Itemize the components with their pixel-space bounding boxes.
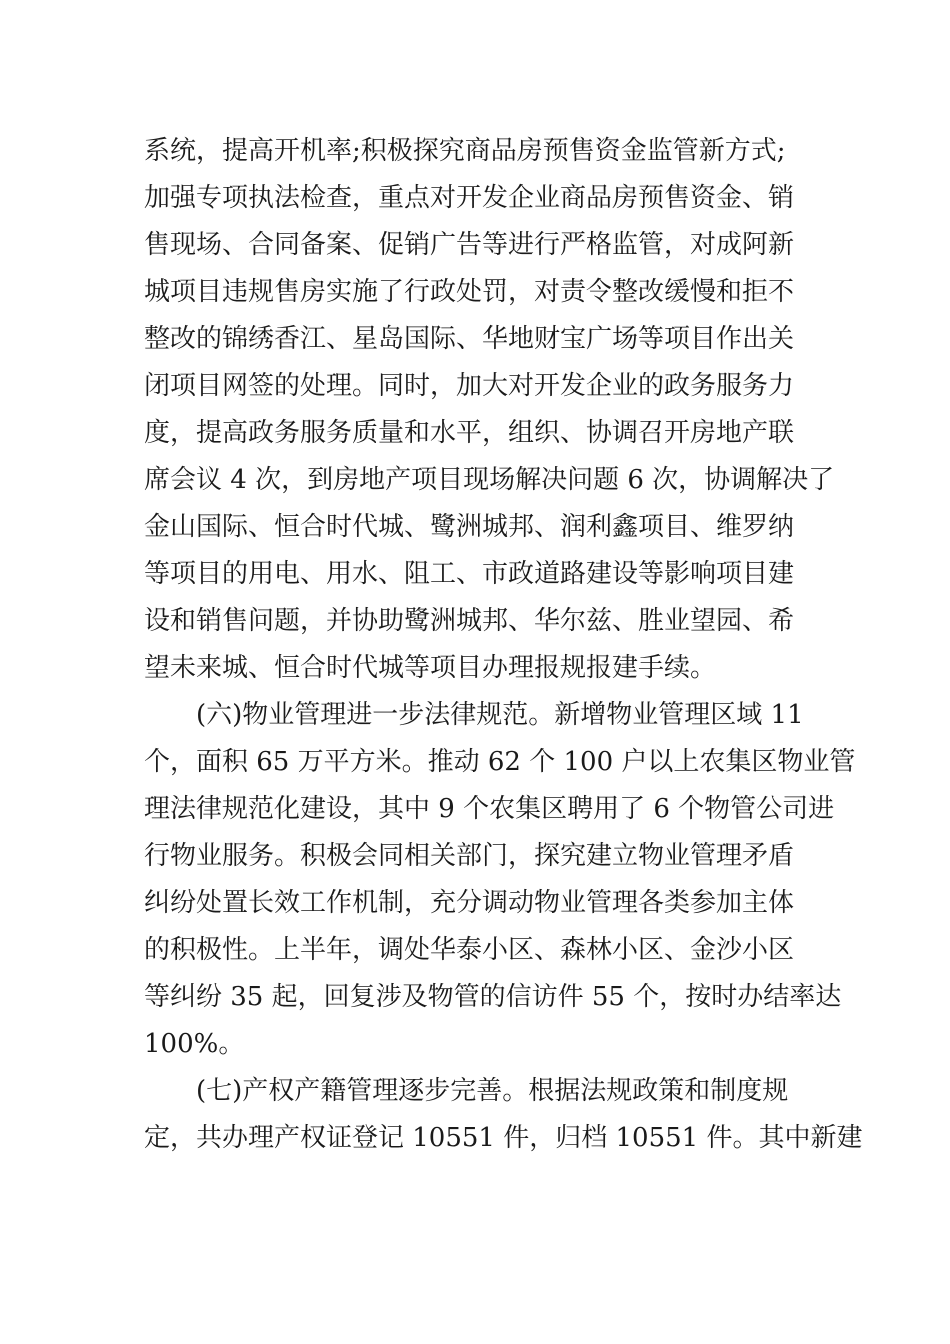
text-line: 金山国际、恒合时代城、鹭洲城邦、润利鑫项目、维罗纳 xyxy=(144,512,795,542)
text-line: 望未来城、恒合时代城等项目办理报规报建手续。 xyxy=(144,653,717,683)
text-line: 个，面积 65 万平方米。推动 62 个 100 户以上农集区物业管 xyxy=(144,747,856,777)
text-line: 售现场、合同备案、促销广告等进行严格监管，对成阿新 xyxy=(144,230,795,260)
text-line: 定，共办理产权证登记 10551 件，归档 10551 件。其中新建 xyxy=(144,1123,863,1153)
text-line: 等纠纷 35 起，回复涉及物管的信访件 55 个，按时办结率达 xyxy=(144,982,842,1012)
text-line: 席会议 4 次，到房地产项目现场解决问题 6 次，协调解决了 xyxy=(144,465,835,495)
text-line: 设和销售问题，并协助鹭洲城邦、华尔兹、胜业望园、希 xyxy=(144,606,795,636)
text-line: 的积极性。上半年，调处华泰小区、森林小区、金沙小区 xyxy=(144,935,795,965)
text-line: 100%。 xyxy=(144,1029,245,1059)
text-line: 整改的锦绣香江、星岛国际、华地财宝广场等项目作出关 xyxy=(144,324,795,354)
text-line: 度，提高政务服务质量和水平，组织、协调召开房地产联 xyxy=(144,418,795,448)
text-line: 等项目的用电、用水、阻工、市政道路建设等影响项目建 xyxy=(144,559,795,589)
text-line: 系统，提高开机率;积极探究商品房预售资金监管新方式; xyxy=(144,136,786,166)
text-line: 闭项目网签的处理。同时，加大对开发企业的政务服务力 xyxy=(144,371,795,401)
text-line: 城项目违规售房实施了行政处罚，对责令整改缓慢和拒不 xyxy=(144,277,795,307)
text-line: 纠纷处置长效工作机制，充分调动物业管理各类参加主体 xyxy=(144,888,795,918)
text-line: 行物业服务。积极会同相关部门，探究建立物业管理矛盾 xyxy=(144,841,795,871)
text-line: 理法律规范化建设，其中 9 个农集区聘用了 6 个物管公司进 xyxy=(144,794,835,824)
text-line: (七)产权产籍管理逐步完善。根据法规政策和制度规 xyxy=(196,1076,789,1106)
text-line: 加强专项执法检查，重点对开发企业商品房预售资金、销 xyxy=(144,183,795,213)
text-line: (六)物业管理进一步法律规范。新增物业管理区域 11 xyxy=(196,700,804,730)
